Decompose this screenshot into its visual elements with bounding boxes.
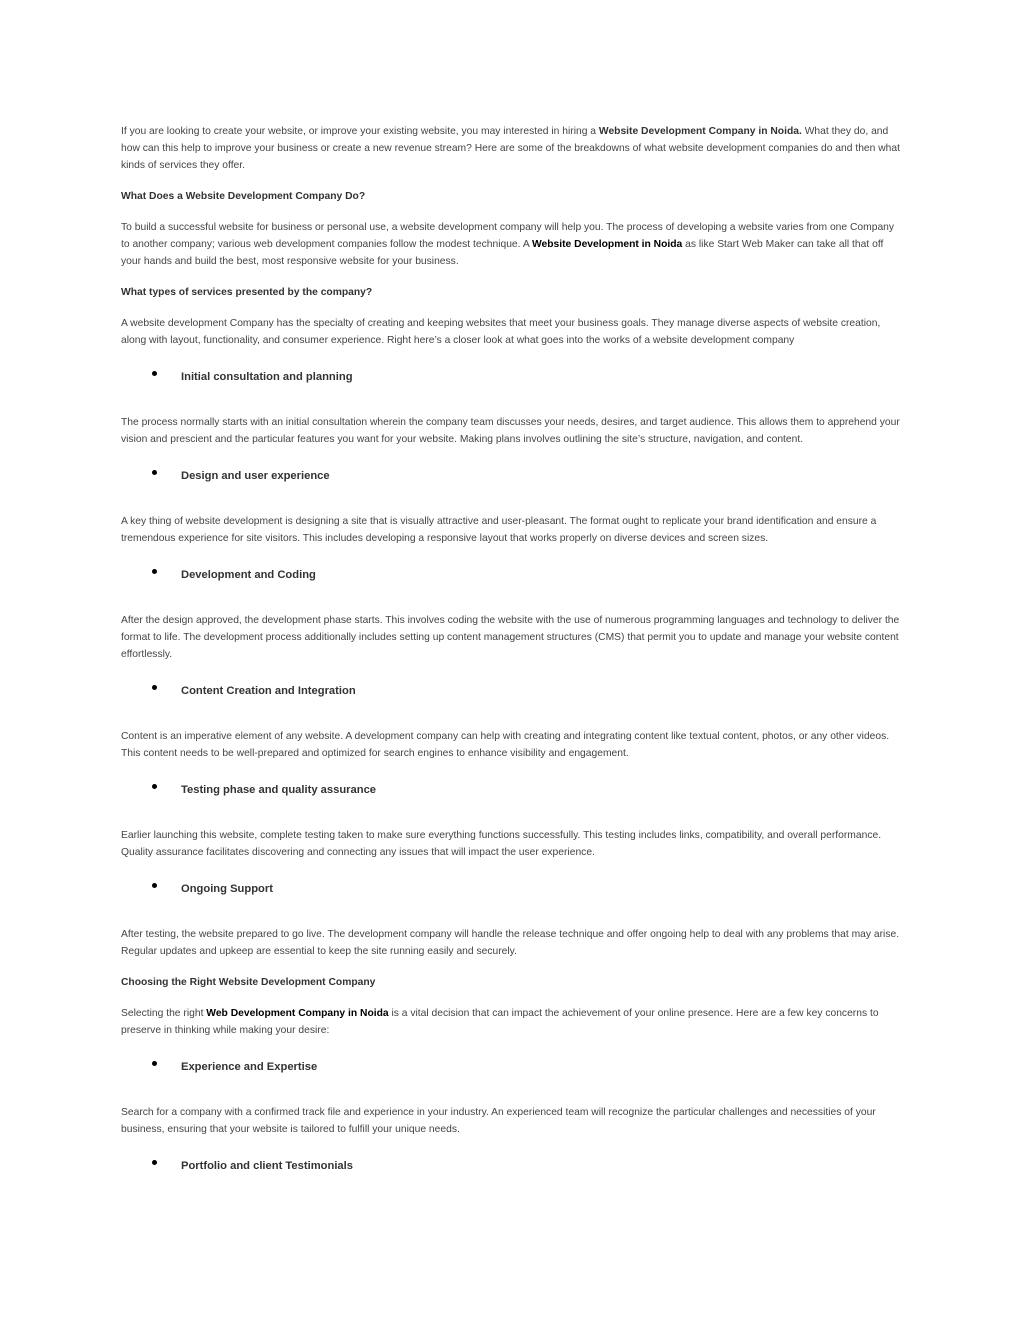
- service-title: Content Creation and Integration: [181, 685, 356, 697]
- service-description: After testing, the website prepared to go live. The development company will handle the release technique and offer ongoing help to deal with any problems that may arise. Regular updates and upkeep are essential to keep the site running easily and securely.: [121, 929, 900, 957]
- list-item-service: [121, 781, 901, 801]
- list-item-criterion: [121, 1058, 901, 1078]
- section-heading-services: What types of services presented by the company?: [121, 287, 373, 298]
- list-item-service: [121, 566, 901, 586]
- intro-text-after: What they do, and how can this help to improve your business or create a new revenue stream? Here are some of the breakdowns of what website development companies do and then what kinds of services they offer.: [121, 126, 900, 171]
- list-item-service: [121, 880, 901, 900]
- service-description: Earlier launching this website, complete testing taken to make sure everything functions successfully. This testing includes links, compatibility, and overall performance. Quality assurance facilitates discovering and connecting any issues that will impact the user experience.: [121, 830, 882, 858]
- paragraph-specialty: A website development Company has the specialty of creating and keeping websites that meet your business goals. They manage diverse aspects of website creation, along with layout, functionality, and consumer experience. Right here’s a closer look at what goes into the works of a website development company: [121, 318, 881, 346]
- bullet-icon: [152, 685, 157, 690]
- criterion-description: Search for a company with a confirmed track file and experience in your industry. An experienced team will recognize the particular challenges and necessities of your business, ensuring that your website is tailored to fulfill your unique needs.: [121, 1107, 876, 1135]
- service-title: Design and user experience: [181, 470, 330, 482]
- paragraph-text-after: is a vital decision that can impact the achievement of your online presence. Here are a few key concerns to preserve in thinking while making your desire:: [121, 1008, 879, 1036]
- paragraph-text-after: as like Start Web Maker can take all that off your hands and build the best, most responsive website for your business.: [121, 239, 884, 267]
- list-item-criterion: [121, 1157, 901, 1177]
- document-page: [121, 123, 901, 1203]
- intro-paragraph: [121, 123, 901, 174]
- service-description: Content is an imperative element of any website. A development company can help with creating and integrating content like textual content, photos, or any other videos. This content needs to be well-prepared and optimized for search engines to enhance visibility and engagement.: [121, 731, 890, 759]
- service-title: Initial consultation and planning: [181, 371, 353, 383]
- service-title: Development and Coding: [181, 569, 316, 581]
- noida-link[interactable]: Website Development in Noida: [531, 239, 683, 250]
- paragraph-build-website: [121, 219, 901, 270]
- list-item-service: [121, 368, 901, 388]
- bullet-icon: [152, 883, 157, 888]
- list-item-service: [121, 682, 901, 702]
- paragraph-text-before: Selecting the right: [121, 1008, 207, 1019]
- paragraph-text-before: To build a successful website for business or personal use, a website development company will help you. The process of developing a website varies from one Company to another company; various web development companies follow the modest technique. A: [121, 222, 895, 250]
- service-description: After the design approved, the development phase starts. This involves coding the website with the use of numerous programming languages and technology to deliver the format to life. The development process additionally includes setting up content management structures (CMS) that permit you to update and manage your website content effortlessly.: [121, 615, 900, 660]
- bullet-icon: [152, 470, 157, 475]
- bullet-icon: [152, 569, 157, 574]
- intro-text-before: If you are looking to create your website, or improve your existing website, you may interested in hiring a: [121, 126, 599, 137]
- service-description: The process normally starts with an initial consultation wherein the company team discusses your needs, desires, and target audience. This allows them to apprehend your vision and prescient and the particular features you want for your website. Making plans involves outlining the site’s structure, navigation, and content.: [121, 417, 900, 445]
- intro-link[interactable]: Website Development Company in Noida.: [598, 126, 802, 137]
- section-heading-choosing: Choosing the Right Website Development Company: [121, 977, 376, 988]
- list-item-service: [121, 467, 901, 487]
- service-title: Ongoing Support: [181, 883, 273, 895]
- bullet-icon: [152, 1160, 157, 1165]
- bullet-icon: [152, 784, 157, 789]
- section-heading-what-does: What Does a Website Development Company Do?: [121, 191, 366, 202]
- service-description: A key thing of website development is designing a site that is visually attractive and user-pleasant. The format ought to replicate your brand identification and ensure a tremendous experience for site visitors. This includes developing a responsive layout that works properly on diverse devices and screen sizes.: [121, 516, 877, 544]
- paragraph-selecting: [121, 1005, 901, 1039]
- criterion-title: Experience and Expertise: [181, 1061, 318, 1073]
- criterion-title: Portfolio and client Testimonials: [181, 1160, 353, 1172]
- web-dev-noida-link[interactable]: Web Development Company in Noida: [206, 1008, 389, 1019]
- bullet-icon: [152, 1061, 157, 1066]
- bullet-icon: [152, 371, 157, 376]
- service-title: Testing phase and quality assurance: [181, 784, 377, 796]
